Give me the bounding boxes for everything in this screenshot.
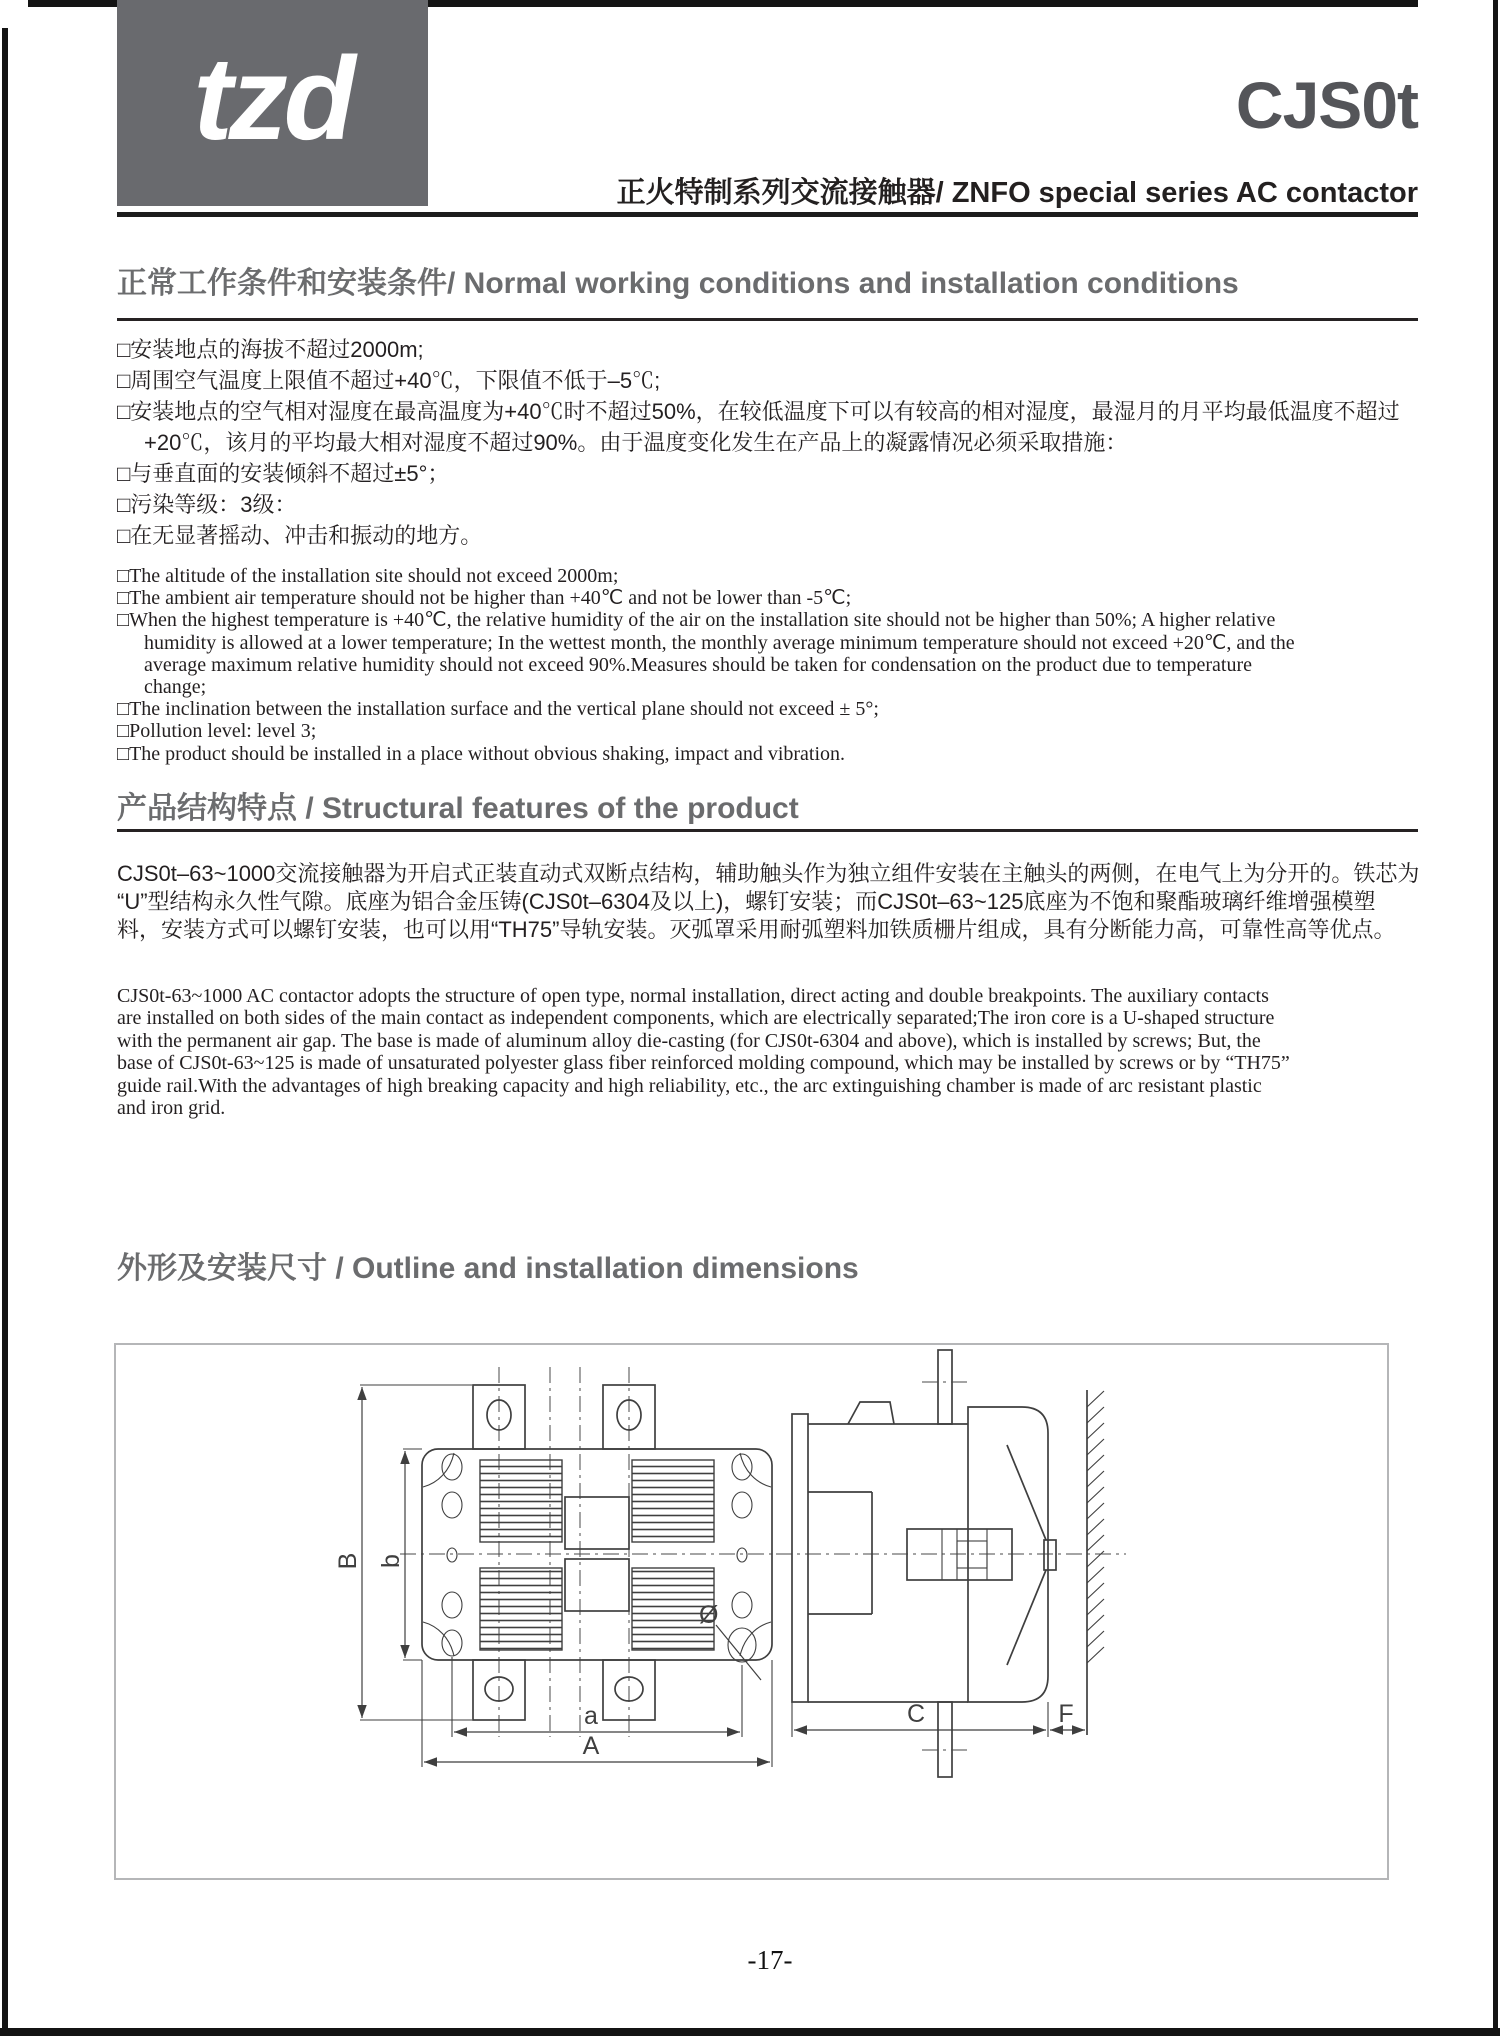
dim-label-dia: Ø [699,1601,719,1629]
left-border [2,28,8,2036]
header-rule [117,212,1418,217]
condition-en-line: change; [144,676,207,699]
page-number: -17- [747,1945,793,1975]
dim-label-A: A [582,1732,600,1760]
corner-boss [740,1453,771,1487]
lamination-block [632,1460,714,1542]
conditions-list-en [117,565,1477,765]
center-core [565,1559,629,1611]
wall-hatch [1087,1391,1104,1663]
mounting-plate [792,1414,808,1702]
condition-zh-line: □在无显著摇动、冲击和振动的地方。 [117,523,483,548]
mount-hole [732,1492,752,1518]
mount-hole [442,1454,462,1480]
dim-label-B: B [334,1552,362,1570]
condition-zh-line: □与垂直面的安装倾斜不超过±5°； [117,461,450,486]
condition-en-line: humidity is allowed at a lower temperature; In the wettest month, the monthly average minimum temperature should not exceed +20℃, and the [144,631,1295,654]
features-en-line: CJS0t-63~1000 AC contactor adopts the structure of open type, normal installation, direct acting and double breakpoints. The auxiliary contacts [117,985,1269,1007]
mount-hole [737,1548,747,1562]
condition-zh-line: +20℃，该月的平均最大相对湿度不超过90%。由于温度变化发生在产品上的凝露情况必须采取措施： [144,430,1128,455]
features-en-line: and iron grid. [117,1097,226,1120]
corner-boss [423,1453,454,1487]
armature-nub [1044,1540,1056,1570]
mount-hole [732,1592,752,1618]
mount-hole [447,1548,457,1562]
condition-en-line: □The inclination between the installation surface and the vertical plane should not exceed ± 5°; [117,698,879,721]
right-border [1493,0,1498,2036]
dim-label-C: C [906,1700,926,1728]
lamination-block [480,1460,562,1542]
dim-label-F: F [1058,1700,1074,1728]
condition-zh-line: □安装地点的空气相对湿度在最高温度为+40℃时不超过50%，在较低温度下可以有较高的相对湿度，最湿月的月平均最低温度不超过 [117,399,1400,424]
section-heading-features: 产品结构特点 / Structural features of the product [117,792,799,825]
dimension-drawings [116,1345,1387,1878]
condition-zh-line: □污染等级：3级： [117,492,297,517]
features-rule [117,829,1418,832]
features-en-line: guide rail.With the advantages of high breaking capacity and high reliability, etc., the arc extinguishing chamber is made of arc resistant plastic [117,1074,1262,1097]
condition-zh-line: □安装地点的海拔不超过2000m; [117,337,424,362]
condition-en-line: □The ambient air temperature should not be higher than +40℃ and not be lower than -5℃; [117,587,852,610]
product-series-title: CJS0t [1235,68,1418,142]
brand-logo [117,0,428,206]
page-subtitle: 正火特制系列交流接触器/ ZNFO special series AC contactor [616,177,1418,209]
center-core [565,1497,629,1549]
top-lug [848,1402,894,1424]
cone-edge [1007,1445,1046,1540]
condition-en-line: □When the highest temperature is +40℃, the relative humidity of the air on the installation site should not be higher than 50%; A higher relative [117,609,1276,632]
cone-edge [1007,1570,1046,1665]
condition-en-line: □Pollution level: level 3; [117,720,317,743]
terminal-bar [938,1350,952,1424]
conditions-list-zh [117,334,1457,551]
corner-boss [423,1622,454,1656]
terminal-bar [938,1702,952,1777]
lamination-block [480,1568,562,1650]
condition-en-line: □The product should be installed in a place without obvious shaking, impact and vibration. [117,742,846,765]
features-zh-line: 料，安装方式可以螺钉安装，也可以用“TH75”导轨安装。灭弧罩采用耐弧塑料加铁质栅片组成，具有分断能力高，可靠性高等优点。 [117,917,1396,942]
features-en-line: are installed on both sides of the main contact as independent components, which are electrically separated;The iron core is a U-shaped structure [117,1007,1275,1030]
condition-en-line: average maximum relative humidity should not exceed 90%.Measures should be taken for condensation on the product due to temperature [144,653,1252,676]
front-view-drawing [334,1367,788,1767]
features-zh-line: “U”型结构永久性气隙。底座为铝合金压铸(CJS0t–6304及以上)，螺钉安装；而CJS0t–63~125底座为不饱和聚酯玻璃纤维增强模塑 [117,889,1376,914]
conditions-rule [117,318,1418,321]
mount-hole [442,1592,462,1618]
section-heading-outline: 外形及安装尺寸 / Outline and installation dimensions [117,1252,859,1285]
features-en-line: with the permanent air gap. The base is made of aluminum alloy die-casting (for CJS0t-6304 and above), which is installed by screws; But, the [117,1029,1261,1052]
dim-label-b: b [377,1554,405,1568]
mount-hole [732,1454,752,1480]
features-zh-line: CJS0t–63~1000交流接触器为开启式正装直动式双断点结构，辅助触头作为独立组件安装在主触头的两侧，在电气上为分开的。铁芯为 [117,861,1420,886]
features-paragraph-zh [117,860,1457,944]
section-heading-conditions: 正常工作条件和安装条件/ Normal working conditions and installation conditions [117,267,1239,300]
dimension-drawing-frame [114,1343,1389,1880]
condition-zh-line: □周围空气温度上限值不超过+40℃，下限值不低于–5℃; [117,368,661,393]
dim-label-a: a [584,1702,598,1730]
features-paragraph-en [117,985,1477,1119]
side-view-drawing [776,1350,1126,1777]
mount-hole [442,1630,462,1656]
bottom-border [0,2028,1500,2036]
condition-en-line: □The altitude of the installation site should not exceed 2000m; [117,565,619,587]
brand-logo-text: tzd [193,33,352,165]
mount-hole [442,1492,462,1518]
features-en-line: base of CJS0t-63~125 is made of unsaturated polyester glass fiber reinforced molding compound, which may be installed by screws or by “TH75” [117,1052,1290,1075]
